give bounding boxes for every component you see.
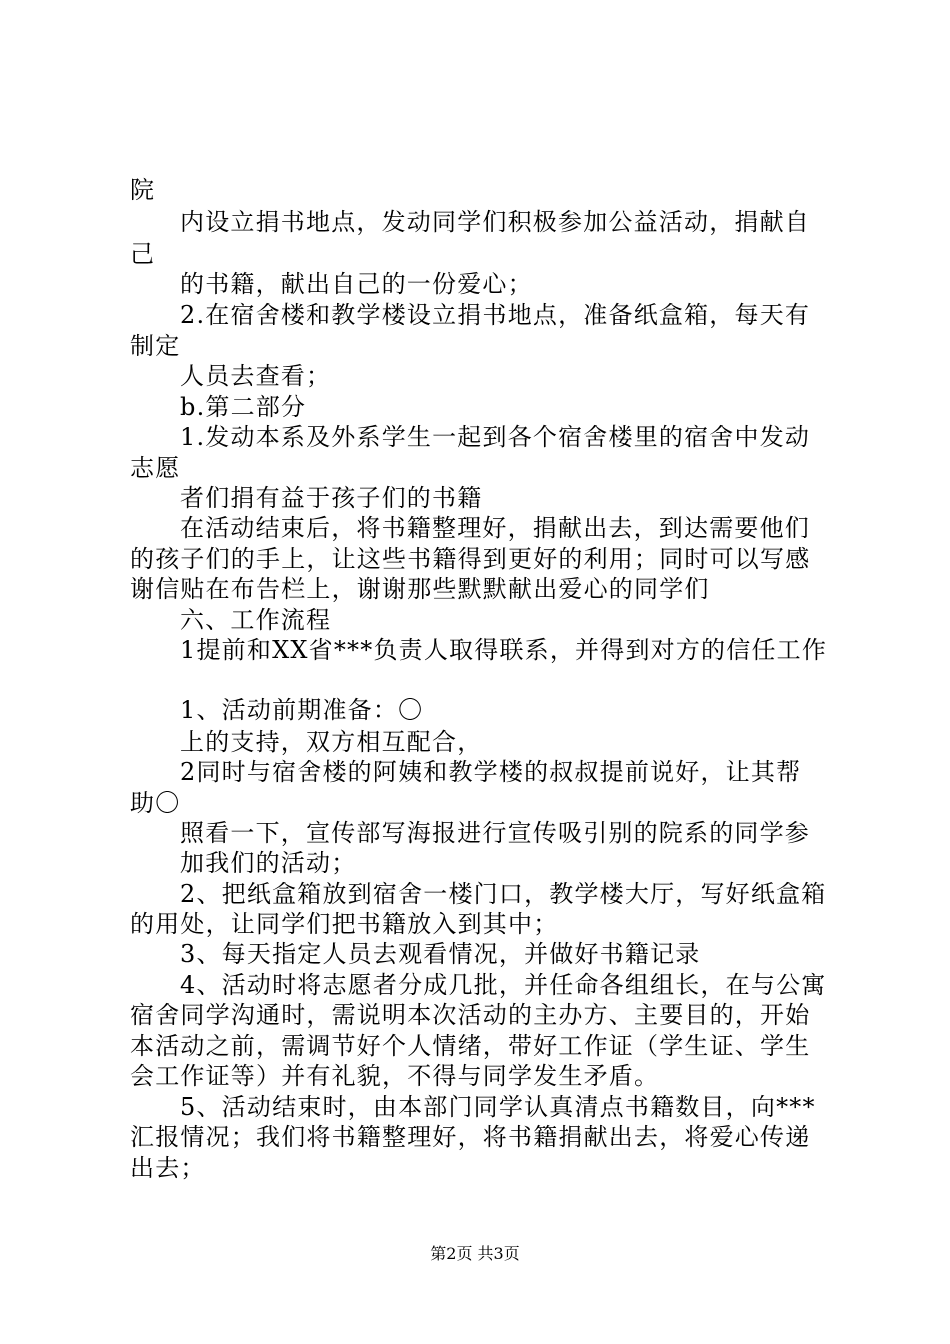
text-line: 的孩子们的手上，让这些书籍得到更好的利用；同时可以写感 xyxy=(130,545,811,573)
text-line: 会工作证等）并有礼貌，不得与同学发生矛盾。 xyxy=(130,1062,660,1090)
text-line: 3、每天指定人员去观看情况，并做好书籍记录 xyxy=(180,940,701,968)
page-footer: 第2页 共3页 xyxy=(430,1244,520,1263)
text-line: 宿舍同学沟通时，需说明本次活动的主办方、主要目的，开始 xyxy=(130,1001,811,1029)
text-line: 出去； xyxy=(130,1154,206,1182)
text-line: 加我们的活动； xyxy=(180,849,357,877)
text-line: 人员去查看； xyxy=(180,362,332,390)
text-line: 2.在宿舍楼和教学楼设立捐书地点，准备纸盒箱，每天有 xyxy=(180,301,811,329)
text-line: 2同时与宿舍楼的阿姨和教学楼的叔叔提前说好，让其帮 xyxy=(180,758,802,786)
text-line: 院 xyxy=(130,176,156,204)
text-line: 者们捐有益于孩子们的书籍 xyxy=(180,484,483,512)
text-line: 1提前和XX省***负责人取得联系，并得到对方的信任工作 xyxy=(180,636,828,664)
text-line: 的用处，让同学们把书籍放入到其中； xyxy=(130,910,559,938)
text-line: 汇报情况；我们将书籍整理好，将书籍捐献出去，将爱心传递 xyxy=(130,1123,811,1151)
section-heading: 六、工作流程 xyxy=(180,606,332,634)
text-line: 助〇 xyxy=(130,789,181,817)
text-line: 本活动之前，需调节好个人情绪，带好工作证（学生证、学生 xyxy=(130,1032,811,1060)
text-line: 4、活动时将志愿者分成几批，并任命各组组长，在与公寓 xyxy=(180,971,827,999)
text-line: b.第二部分 xyxy=(180,393,307,421)
text-line: 己 xyxy=(130,240,156,268)
text-line: 在活动结束后，将书籍整理好，捐献出去，到达需要他们 xyxy=(180,514,810,542)
text-line: 的书籍，献出自己的一份爱心； xyxy=(180,270,533,298)
text-line: 照看一下，宣传部写海报进行宣传吸引别的院系的同学参 xyxy=(180,819,810,847)
text-line: 制定 xyxy=(130,332,181,360)
text-line: 谢信贴在布告栏上，谢谢那些默默献出爱心的同学们 xyxy=(130,575,710,603)
text-line: 1.发动本系及外系学生一起到各个宿舍楼里的宿舍中发动 xyxy=(180,423,811,451)
text-line: 1、活动前期准备：〇 xyxy=(180,696,424,724)
text-line: 内设立捐书地点，发动同学们积极参加公益活动，捐献自 xyxy=(180,208,810,236)
text-line: 上的支持，双方相互配合， xyxy=(180,728,483,756)
text-line: 志愿 xyxy=(130,454,181,482)
text-line: 2、把纸盒箱放到宿舍一楼门口，教学楼大厅，写好纸盒箱 xyxy=(180,880,827,908)
text-line: 5、活动结束时，由本部门同学认真清点书籍数目，向*** xyxy=(180,1093,816,1121)
